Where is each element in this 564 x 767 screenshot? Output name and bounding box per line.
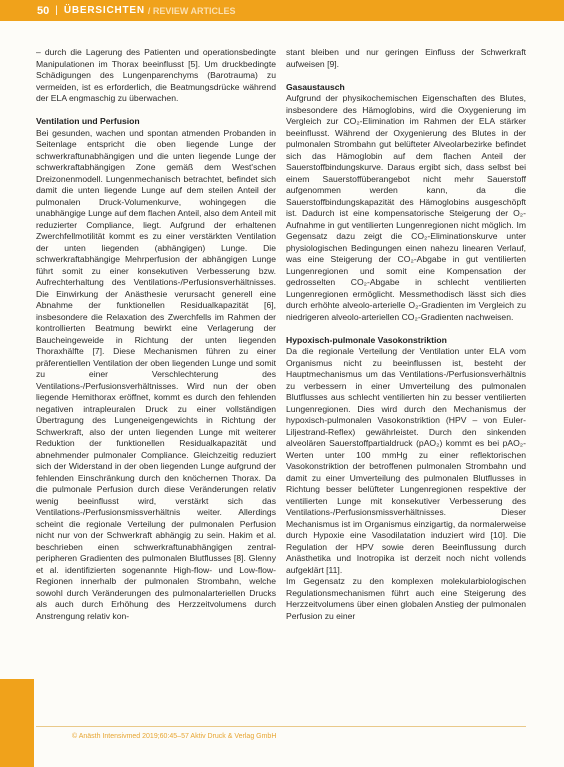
- section-heading: Gasaustausch: [286, 81, 345, 92]
- section-heading: Hypoxisch-pulmonale Vasokonstriktion: [286, 334, 447, 345]
- footer-divider: [36, 726, 526, 727]
- paragraph: Aufgrund der physikochemischen Eigenschaften des Blutes, insbesondere des Hämoglobins, wird die Oxygenierung im Vergleich zur CO₂-Elimination im Rahmen der ELA stärker beeinflusst. Während der Oxygenierung des Blutes in der pulmonalen Strombahn gut belüfteter Alveolarbezirke befindet sich das Hämoglobin auf dem flachen Anteil der Sauerstoffbindungskurve. Daraus ergibt sich, dass selbst bei einem Sauerstoffüberangebot nicht mehr Sauerstoff aufgenommen werden kann, da die Sauerstoffbindungskapazität des Hämoglobins ausgeschöpft ist. Dadurch ist eine kompensatorische Steigerung der O₂-Aufnahme in gut ventilierten Lungenregionen nicht möglich. Im Gegensatz dazu zeigt die CO₂-Eliminationskurve unter physiologischen Bedingungen einen nahezu linearen Verlauf, was eine Steigerung der CO₂-Abgabe in gut ventilierten Lungenregionen und somit eine Kompensation der gedrosselten CO₂-Abgabe in schlecht ventilierten Lungenregionen ermöglicht. Messmethodisch lässt sich dies durch erhöhte alveolo-arterielle O₂-Gradienten im Vergleich zu niedrigeren alveolo-arteriellen CO₂-Gradienten nachweisen.: [286, 93, 526, 322]
- section-title: ÜBERSICHTEN: [63, 5, 145, 16]
- subsection-title: / REVIEW ARTICLES: [147, 5, 236, 16]
- right-column: [286, 47, 526, 622]
- header-separator: |: [55, 5, 58, 16]
- paragraph: Da die regionale Verteilung der Ventilation unter ELA vom Organismus nicht zu beeinflussen ist, besteht der Hauptmechanismus um das Ventilations-/Perfusionsverhältnis zu verbessern in einer Umverteilung des pulmonalen Blutflusses aus schlecht ventilierten hin zu besser ventilierten Lungenregionen. Dies wird durch den Mechanismus der hypoxisch-pulmonalen Vasokonstriktion (HPV – von Euler-Liljestrand-Reflex) gewährleistet. Durch den sinkenden alveolären Sauerstoffpartialdruck (pAO₂) kommt es bei pAO₂-Werten unter 100 mmHg zu einer reflektorischen Vasokonstriktion der betroffenen pulmonalen Strombahn und damit zu einer Umverteilung des pulmonalen Blutflusses in Richtung besser belüfteter Lungenregionen respektive der ventilierten Lunge mit konsekutiver Verbesserung des Ventilations-/Perfusionsmissverhältnisses. Dieser Mechanismus ist im Organismus einzigartig, da normalerweise durch Hypoxie eine Vasodilatation induziert wird [10]. Die Regulation der HPV sowie deren Beeinflussung durch Anästhetika und Inotropika ist derzeit noch nicht vollends aufgeklärt [11].: [286, 346, 526, 575]
- left-column: [36, 47, 276, 622]
- section-heading: Ventilation und Perfusion: [36, 116, 140, 126]
- paragraph: Bei gesunden, wachen und spontan atmenden Probanden in Seitenlage entspricht die oben liegende Lunge der schwerkraftunabhängigen und die unten liegende Lunge der schwerkraftabhängigen Zone gemäß dem West'schen Dreizonenmodell. Lungenmechanisch betrachtet, befindet sich damit die unten liegende Lunge auf dem steilen Anteil der pulmonalen Druck-Volumenkurve, wohingegen die unabhängige Lunge auf dem flachen Anteil, also dem Anteil mit reduzierter Compliance, liegt. Aufgrund der erhaltenen Zwerchfellmotilität kommt es zu einer verstärkten Ventilation der unten liegenden (abhängigen) Lunge. Die schwerkraftabhängige Mehrperfusion der abhängigen Lunge führt somit zu einer konsekutiven Verbesserung bzw. Aufrechterhaltung des Ventilations-/Perfusionsverhältnisses. Die Einwirkung der Anästhesie verursacht generell eine Abnahme der funktionellen Residualkapazität [6], insbesondere die Relaxation des Zwerchfells im Rahmen der kontrollierten Beatmung bewirkt eine Verlagerung der Baucheingeweide in Richtung der unten liegenden Thoraxhälfte [7]. Diese Mechanismen führen zu einer präferentiellen Ventilation der oben liegenden Lunge und somit zu einer Verschlechterung des Ventilations-/Perfusionsverhältnisses. Wird nun der oben liegende Hemithorax eröffnet, kommt es durch den fehlenden negativen intrapleuralen Druck zu einer vollständigen Übertragung des Lungeneigengewichts in Richtung der Schwerkraft, also der unten liegenden Lunge mit weiterer Reduktion der funktionellen Residualkapazität und abnehmender pulmonaler Compliance. Gleichzeitig reduziert sich der Widerstand in der oben liegenden Lunge aufgrund der fehlenden Einschränkung durch den knöchernen Thorax. Da die pulmonale Perfusion durch diese Veränderungen relativ wenig beeinflusst wird, verstärkt sich das Ventilations-/Perfusionsmissverhältnis weiter. Allerdings scheint die regionale Verteilung der pulmonalen Perfusion nicht nur von der Schwerkraft abhängig zu sein. Hakim et al. beschrieben einen schwerkraftunabhängigen zentral-peripheren Gradienten des pulmonalen Blutflusses [8]. Glenny et al. identifizierten sogenannte High-flow- und Low-flow-Regionen innerhalb der pulmonalen Strombahn, welche sowohl durch Veränderungen des pulmonalarteriellen Drucks als auch durch Erhöhung des Herzzeitvolumens durch Anstrengung relativ kon-: [36, 127, 276, 621]
- paragraph: – durch die Lagerung des Patienten und operationsbedingte Manipulationen im Thorax beeinflusst [5]. Um druckbedingte Schädigungen des Lungenparenchyms (Barotrauma) zu vermeiden, ist es erforderlich, die Beatmungsdrücke während der ELA engmaschig zu überwachen.: [36, 47, 276, 103]
- paragraph: stant bleiben und nur geringen Einfluss der Schwerkraft aufweisen [9].: [286, 47, 526, 69]
- page-number: 50: [37, 4, 50, 17]
- running-header: [0, 0, 564, 21]
- page-edge-tab: [0, 679, 34, 767]
- paragraph: Im Gegensatz zu den komplexen molekularbiologischen Regulationsmechanismen führt auch eine Steigerung des Herzzeitvolumens über einen globalen Anstieg der pulmonalen Perfusion zu einer: [286, 576, 526, 621]
- footer-citation: © Anästh Intensivmed 2019;60:45–57 Aktiv Druck & Verlag GmbH: [72, 733, 277, 740]
